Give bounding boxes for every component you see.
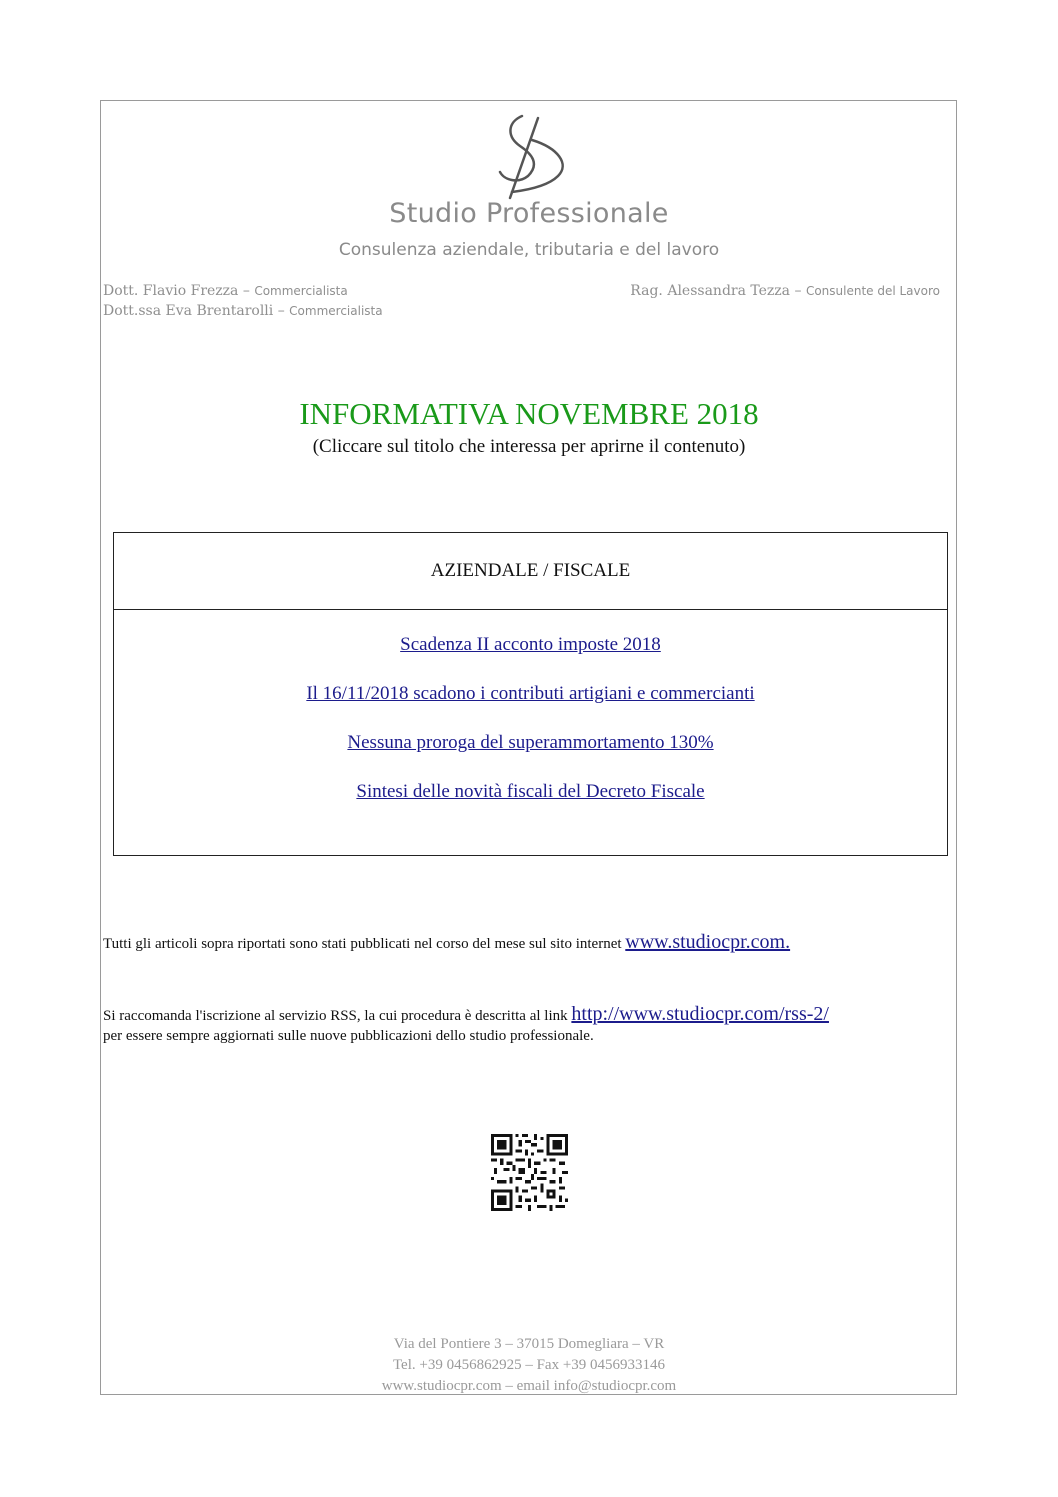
article-links <box>114 633 947 829</box>
website-link[interactable]: www.studiocpr.com. <box>625 931 791 953</box>
article-link-superammortamento[interactable]: Nessuna proroga del superammortamento 130% <box>347 732 714 753</box>
published-note <box>103 932 956 954</box>
footer-phones: Tel. +39 0456862925 – Fax +39 0456933146 <box>392 1357 666 1373</box>
person-role: Consulente del Lavoro <box>805 284 940 298</box>
person-role: Commercialista <box>289 304 383 318</box>
person-name: Dott. Flavio Frezza <box>103 283 239 299</box>
person-separator: – <box>273 303 290 319</box>
footer-web-email: www.studiocpr.com – email info@studiocpr.com <box>381 1378 677 1394</box>
qr-code-icon[interactable] <box>491 1133 568 1212</box>
person-name: Dott.ssa Eva Brentarolli <box>103 303 274 319</box>
document-subtitle: (Cliccare sul titolo che interessa per aprirne il contenuto) <box>312 436 746 457</box>
article-link-acconto-imposte[interactable]: Scadenza II acconto imposte 2018 <box>400 634 661 655</box>
section-heading: AZIENDALE / FISCALE <box>114 533 947 610</box>
rss-text: Si raccomanda l'iscrizione al servizio RSS, la cui procedura è descritta al link <box>103 1008 572 1024</box>
article-link-contributi-artigiani[interactable]: Il 16/11/2018 scadono i contributi artigiani e commercianti <box>306 683 755 704</box>
person-flavio-frezza <box>103 283 348 299</box>
article-link-decreto-fiscale[interactable]: Sintesi delle novità fiscali del Decreto Fiscale <box>356 781 705 802</box>
person-alessandra-tezza <box>630 283 940 299</box>
section-aziendale-fiscale <box>113 532 948 856</box>
person-separator: – <box>238 283 255 299</box>
person-role: Commercialista <box>254 284 348 298</box>
person-separator: – <box>790 283 806 299</box>
published-text: Tutti gli articoli sopra riportati sono stati pubblicati nel corso del mese sul sito internet <box>103 936 626 952</box>
document-title: INFORMATIVA NOVEMBRE 2018 <box>299 396 759 431</box>
footer <box>0 1334 1058 1397</box>
studio-tagline: Consulenza aziendale, tributaria e del lavoro <box>338 240 720 260</box>
rss-text-after: per essere sempre aggiornati sulle nuove pubblicazioni dello studio professionale. <box>103 1028 594 1044</box>
person-name: Rag. Alessandra Tezza <box>630 283 791 299</box>
rss-note <box>103 1004 956 1046</box>
person-eva-brentarolli <box>103 303 383 319</box>
footer-address: Via del Pontiere 3 – 37015 Domegliara – VR <box>393 1336 665 1352</box>
sd-signature-logo-icon <box>488 114 572 200</box>
studio-name: Studio Professionale <box>389 198 669 229</box>
rss-link[interactable]: http://www.studiocpr.com/rss-2/ <box>571 1003 829 1025</box>
